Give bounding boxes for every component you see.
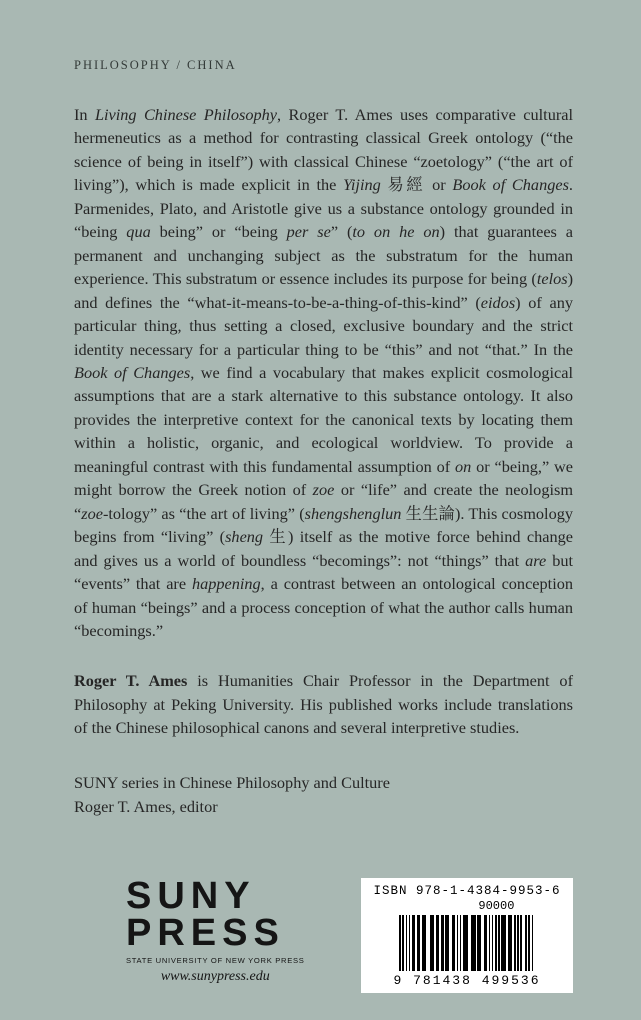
series-info: [74, 771, 573, 820]
logo-text-suny: SUNY: [126, 874, 256, 917]
book-description: In Living Chinese Philosophy, Roger T. Ames uses comparative cultural hermeneutics as a method for contrasting classical Greek ontology (“the science of being in itself”) with classical Chinese “zoetology” (“the art of living”), which is made explicit in the Yijing 易經 or Book of Changes. Parmenides, Plato, and Aristotle give us a substance ontology grounded in “being qua being” or “being per se” (to on he on) that guarantees a permanent and unchanging subject as the substratum for the human experience. This substratum or essence includes its purpose for being (telos) and defines the “what-it-means-to-be-a-thing-of-this-kind” (eidos) of any particular thing, thus setting a closed, exclusive boundary and the strict identity necessary for a particular thing to be “this” and not “that.” In the Book of Changes, we find a vocabulary that makes explicit cosmological assumptions that are a stark alternative to this substance ontology. It also provides the interpretive context for the canonical texts by locating them within a holistic, organic, and ecological worldview. To provide a meaningful contrast with this fundamental assumption of on or “being,” we might borrow the Greek notion of zoe or “life” and create the neologism “zoe-tology” as “the art of living” (shengshenglun 生生論). This cosmology begins from “living” (sheng 生) itself as the motive force behind change and gives us a world of boundless “becomings”: not “things” that are but “events” that are happening, a contrast between an ontological conception of human “beings” and a process conception of what the author calls human “becomings.”: [74, 105, 574, 640]
publisher-website: www.sunypress.edu: [160, 969, 270, 985]
logo-text-press: PRESS: [126, 911, 285, 954]
series-editor: Roger T. Ames, editor: [74, 797, 218, 817]
series-title: SUNY series in Chinese Philosophy and Culture: [74, 772, 390, 792]
barcode-bars: [369, 915, 565, 971]
footer: [74, 874, 573, 993]
publisher-tagline: STATE UNIVERSITY OF NEW YORK PRESS: [126, 956, 305, 966]
author-bio: Roger T. Ames is Humanities Chair Professor in the Department of Philosophy at Peking University. His published works include translations of the Chinese philosophical canons and several interpretive studies.: [74, 671, 573, 738]
price-code: 90000: [478, 898, 515, 913]
category-label: PHILOSOPHY / CHINA: [74, 58, 237, 72]
isbn-barcode: [361, 878, 573, 993]
isbn-label: ISBN 978-1-4384-9953-6: [373, 883, 561, 898]
barcode-digits: 9 781438 499536: [393, 972, 541, 988]
publisher-logo: [126, 874, 305, 985]
